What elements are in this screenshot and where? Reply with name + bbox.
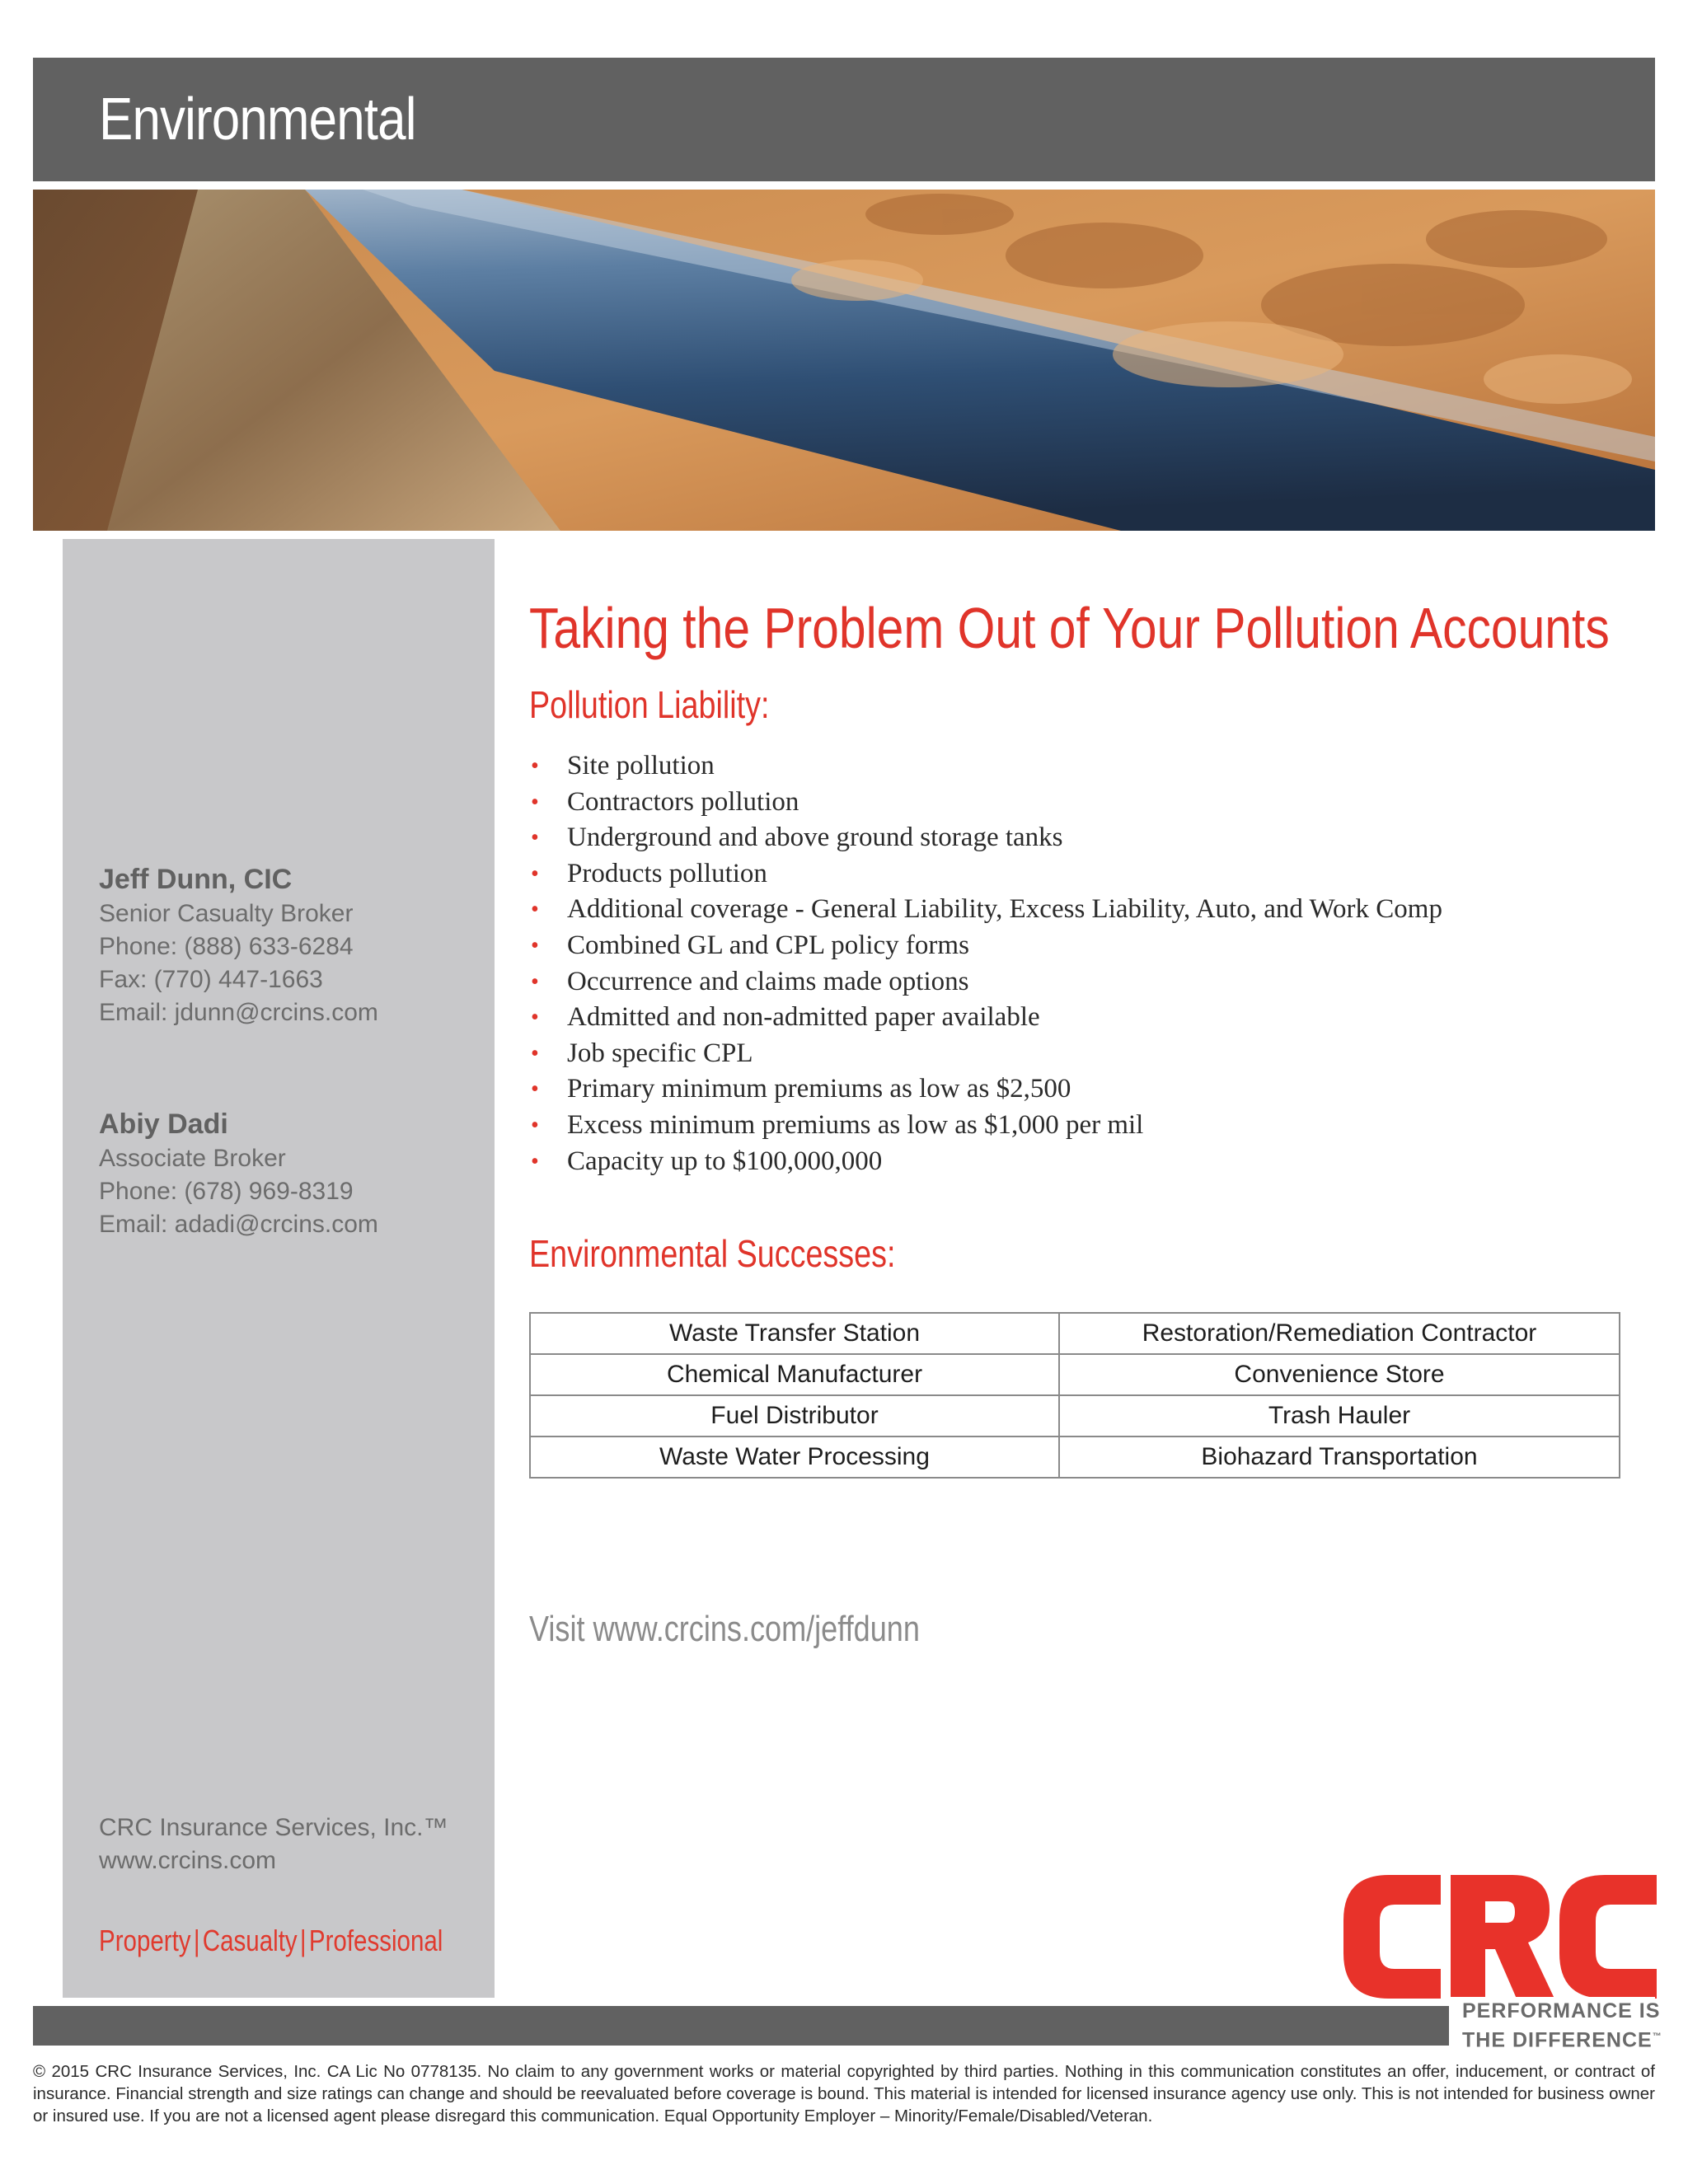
trademark-mark: ™ — [1652, 2032, 1662, 2041]
pollution-liability-heading: Pollution Liability: — [529, 683, 770, 726]
contact-card-abiy-dadi — [99, 1106, 378, 1241]
contact-title: Associate Broker — [99, 1145, 286, 1172]
lines-of-business — [99, 1924, 443, 1958]
lob-separator: | — [193, 1924, 200, 1957]
page-title: Taking the Problem Out of Your Pollution Accounts — [529, 596, 1610, 660]
bullet-icon: • — [531, 932, 539, 958]
table-row — [530, 1395, 1620, 1436]
list-item-text: Excess minimum premiums as low as $1,000 per mil — [567, 1109, 1144, 1140]
bullet-icon: • — [531, 1112, 539, 1138]
company-info — [99, 1811, 448, 1877]
list-item-text: Underground and above ground storage tanks — [567, 823, 1063, 853]
lob-property: Property — [99, 1924, 191, 1957]
legal-disclaimer: © 2015 CRC Insurance Services, Inc. CA Lic No 0778135. No claim to any government works or material copyrighted by third parties. Nothing in this communication constitutes an offer, inducement, or contract of insurance. Financial strength and size ratings can change and should be reevaluated before coverage is bound. This material is intended for licensed insurance agency use only. This is not intended for business owner or insured use. If you are not a licensed agent please disregard this communication. Equal Opportunity Employer – Minority/Female/Disabled/Veteran. — [33, 2062, 1655, 2125]
page-category-title: Environmental — [99, 87, 416, 152]
bullet-icon: • — [531, 825, 539, 851]
list-item-text: Combined GL and CPL policy forms — [567, 930, 969, 960]
hero-pipeline-image — [33, 190, 1655, 531]
crc-logo-mark — [1343, 1875, 1657, 1999]
list-item-text: Primary minimum premiums as low as $2,500 — [567, 1074, 1071, 1104]
company-website-link[interactable]: www.crcins.com — [99, 1847, 277, 1874]
contact-title: Senior Casualty Broker — [99, 900, 354, 927]
table-cell: Convenience Store — [1059, 1354, 1620, 1395]
tagline-line-2: THE DIFFERENCE — [1462, 2028, 1653, 2052]
header-band — [33, 58, 1655, 181]
successes-table — [529, 1312, 1620, 1479]
contact-sidebar — [63, 539, 495, 1998]
bullet-icon: • — [531, 1148, 539, 1174]
table-row — [530, 1436, 1620, 1478]
company-name: CRC Insurance Services, Inc.™ — [99, 1814, 448, 1841]
bullet-icon: • — [531, 897, 539, 923]
list-item-text: Additional coverage - General Liability, Excess Liability, Auto, and Work Comp — [567, 894, 1442, 925]
list-item — [529, 1036, 1442, 1072]
contact-phone[interactable]: Phone: (888) 633-6284 — [99, 933, 354, 960]
list-item — [529, 1000, 1442, 1036]
list-item — [529, 1108, 1442, 1144]
list-item — [529, 785, 1442, 821]
list-item-text: Contractors pollution — [567, 786, 799, 817]
list-item — [529, 748, 1442, 785]
contact-name: Jeff Dunn, CIC — [99, 864, 293, 895]
contact-phone[interactable]: Phone: (678) 969-8319 — [99, 1178, 354, 1205]
list-item — [529, 1144, 1442, 1180]
bullet-icon: • — [531, 789, 539, 815]
list-item-text: Admitted and non-admitted paper available — [567, 1002, 1040, 1033]
list-item — [529, 820, 1442, 856]
bullet-icon: • — [531, 860, 539, 887]
lob-casualty: Casualty — [202, 1924, 298, 1957]
list-item-text: Site pollution — [567, 751, 715, 780]
list-item — [529, 892, 1442, 928]
contact-fax: Fax: (770) 447-1663 — [99, 966, 323, 993]
table-cell: Chemical Manufacturer — [530, 1354, 1059, 1395]
contact-email[interactable]: Email: jdunn@crcins.com — [99, 999, 378, 1026]
table-row — [530, 1313, 1620, 1354]
tagline-line-1: PERFORMANCE IS — [1462, 1999, 1661, 2022]
table-cell: Biohazard Transportation — [1059, 1436, 1620, 1478]
lob-separator: | — [299, 1924, 307, 1957]
list-item — [529, 928, 1442, 964]
table-cell: Fuel Distributor — [530, 1395, 1059, 1436]
pipeline-photo — [33, 190, 1655, 531]
table-cell: Waste Water Processing — [530, 1436, 1059, 1478]
lob-professional: Professional — [308, 1924, 443, 1957]
list-item — [529, 1071, 1442, 1108]
list-item — [529, 964, 1442, 1001]
footer-band — [33, 2006, 1655, 2046]
environmental-successes-heading: Environmental Successes: — [529, 1232, 896, 1275]
table-cell: Waste Transfer Station — [530, 1313, 1059, 1354]
crc-logo — [1343, 1875, 1657, 1999]
list-item-text: Job specific CPL — [567, 1038, 753, 1068]
contact-name: Abiy Dadi — [99, 1108, 228, 1140]
table-cell: Trash Hauler — [1059, 1395, 1620, 1436]
list-item-text: Occurrence and claims made options — [567, 966, 969, 996]
contact-card-jeff-dunn — [99, 861, 378, 1029]
list-item-text: Capacity up to $100,000,000 — [567, 1146, 883, 1176]
table-cell: Restoration/Remediation Contractor — [1059, 1313, 1620, 1354]
bullet-icon: • — [531, 1076, 539, 1103]
visit-website-link[interactable]: Visit www.crcins.com/jeffdunn — [529, 1609, 920, 1649]
contact-email[interactable]: Email: adadi@crcins.com — [99, 1211, 378, 1238]
pollution-liability-list — [529, 748, 1442, 1179]
logo-tagline — [1449, 1997, 1662, 2052]
bullet-icon: • — [531, 1040, 539, 1066]
table-row — [530, 1354, 1620, 1395]
list-item — [529, 856, 1442, 893]
list-item-text: Products pollution — [567, 858, 767, 888]
bullet-icon: • — [531, 1005, 539, 1031]
bullet-icon: • — [531, 753, 539, 779]
bullet-icon: • — [531, 968, 539, 995]
